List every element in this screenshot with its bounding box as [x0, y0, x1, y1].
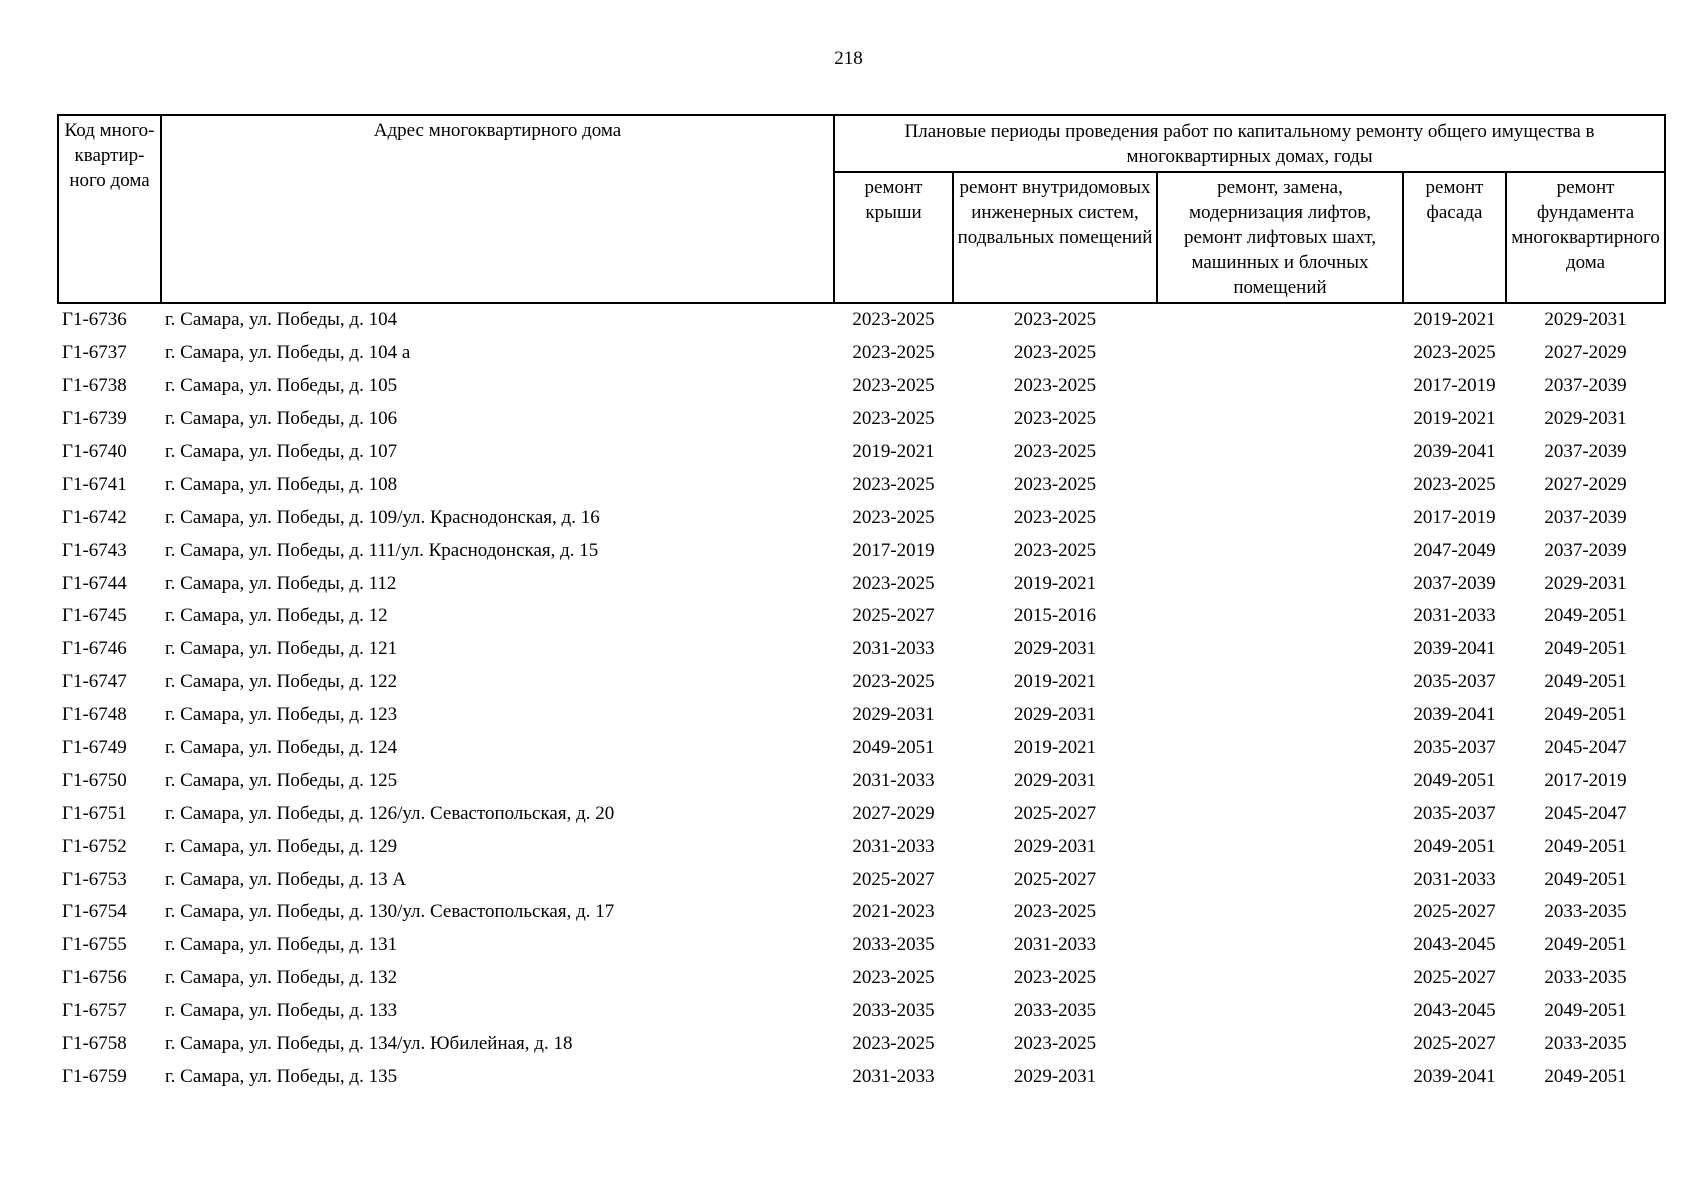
cell-code: Г1-6741 — [62, 473, 127, 495]
cell-roof: 2031-2033 — [852, 638, 935, 660]
cell-engineering: 2033-2035 — [1013, 1000, 1097, 1022]
cell-engineering: 2029-2031 — [1013, 638, 1097, 660]
cell-facade: 2025-2027 — [1413, 1033, 1496, 1055]
cell-roof: 2031-2033 — [852, 769, 935, 791]
cell-address: г. Самара, ул. Победы, д. 105 — [165, 375, 398, 397]
cell-engineering: 2015-2016 — [1013, 605, 1097, 627]
cell-foundation: 2045-2047 — [1544, 737, 1627, 759]
table-row — [58, 830, 1665, 863]
cell-facade: 2039-2041 — [1413, 704, 1496, 726]
cell-elevator — [1157, 337, 1403, 370]
cell-engineering: 2023-2025 — [1013, 408, 1097, 430]
cell-engineering: 2029-2031 — [1013, 835, 1097, 857]
cell-engineering: 2023-2025 — [1013, 342, 1097, 364]
cell-foundation: 2049-2051 — [1544, 704, 1627, 726]
cell-address: г. Самара, ул. Победы, д. 109/ул. Краснодонская, д. 16 — [165, 506, 600, 528]
cell-foundation: 2049-2051 — [1544, 638, 1627, 660]
table-row — [58, 1028, 1665, 1061]
cell-foundation: 2027-2029 — [1544, 473, 1627, 495]
cell-elevator — [1157, 403, 1403, 436]
cell-facade: 2023-2025 — [1413, 473, 1496, 495]
cell-roof: 2029-2031 — [852, 704, 935, 726]
cell-foundation: 2027-2029 — [1544, 342, 1627, 364]
table-row — [58, 666, 1665, 699]
cell-facade: 2037-2039 — [1413, 572, 1496, 594]
cell-elevator — [1157, 600, 1403, 633]
cell-elevator — [1157, 436, 1403, 469]
cell-roof: 2023-2025 — [852, 572, 935, 594]
cell-address: г. Самара, ул. Победы, д. 111/ул. Краснодонская, д. 15 — [165, 539, 599, 561]
cell-engineering: 2019-2021 — [1013, 671, 1097, 693]
cell-roof: 2023-2025 — [852, 473, 935, 495]
table-row — [58, 995, 1665, 1028]
cell-facade: 2031-2033 — [1413, 605, 1496, 627]
cell-code: Г1-6759 — [62, 1065, 127, 1087]
cell-code: Г1-6748 — [62, 704, 127, 726]
cell-facade: 2039-2041 — [1413, 638, 1496, 660]
cell-engineering: 2023-2025 — [1013, 967, 1097, 989]
cell-elevator — [1157, 534, 1403, 567]
cell-roof: 2033-2035 — [852, 1000, 935, 1022]
table-row — [58, 633, 1665, 666]
cell-code: Г1-6754 — [62, 901, 127, 923]
cell-roof: 2025-2027 — [852, 605, 935, 627]
cell-address: г. Самара, ул. Победы, д. 129 — [165, 835, 398, 857]
cell-roof: 2023-2025 — [852, 967, 935, 989]
cell-foundation: 2033-2035 — [1544, 967, 1627, 989]
cell-engineering: 2023-2025 — [1013, 473, 1097, 495]
table-row — [58, 863, 1665, 896]
cell-roof: 2023-2025 — [852, 408, 935, 430]
header-address: Адрес многоквартирного дома — [161, 115, 834, 303]
cell-foundation: 2033-2035 — [1544, 901, 1627, 923]
cell-roof: 2031-2033 — [852, 835, 935, 857]
cell-foundation: 2037-2039 — [1544, 375, 1627, 397]
cell-foundation: 2037-2039 — [1544, 441, 1627, 462]
cell-roof: 2025-2027 — [852, 868, 935, 890]
cell-foundation: 2049-2051 — [1544, 934, 1627, 956]
cell-address: г. Самара, ул. Победы, д. 104 — [165, 309, 398, 331]
cell-foundation: 2037-2039 — [1544, 506, 1627, 528]
table-row — [58, 534, 1665, 567]
table-header — [58, 115, 1665, 303]
cell-facade: 2019-2021 — [1413, 309, 1496, 331]
table-row — [58, 764, 1665, 797]
cell-foundation: 2049-2051 — [1544, 835, 1627, 857]
cell-foundation: 2049-2051 — [1544, 1065, 1627, 1087]
cell-code: Г1-6750 — [62, 769, 127, 791]
cell-address: г. Самара, ул. Победы, д. 107 — [165, 441, 398, 462]
cell-facade: 2043-2045 — [1413, 1000, 1496, 1022]
cell-engineering: 2029-2031 — [1013, 1065, 1097, 1087]
cell-address: г. Самара, ул. Победы, д. 135 — [165, 1065, 398, 1087]
table-row — [58, 403, 1665, 436]
cell-code: Г1-6739 — [62, 408, 127, 430]
table-row — [58, 501, 1665, 534]
cell-facade: 2025-2027 — [1413, 967, 1496, 989]
cell-address: г. Самара, ул. Победы, д. 13 А — [165, 868, 407, 890]
cell-address: г. Самара, ул. Победы, д. 124 — [165, 737, 398, 759]
header-group — [834, 115, 1665, 172]
header-code: Код много-квартир-ного дома — [58, 115, 161, 303]
cell-foundation: 2017-2019 — [1544, 769, 1627, 791]
cell-foundation: 2033-2035 — [1544, 1033, 1627, 1055]
cell-engineering: 2019-2021 — [1013, 737, 1097, 759]
cell-engineering: 2023-2025 — [1013, 441, 1097, 462]
cell-engineering: 2029-2031 — [1013, 704, 1097, 726]
cell-elevator — [1157, 732, 1403, 765]
cell-facade: 2035-2037 — [1413, 737, 1496, 759]
table-row — [58, 929, 1665, 962]
table-row — [58, 962, 1665, 995]
table-row — [58, 468, 1665, 501]
cell-code: Г1-6746 — [62, 638, 127, 660]
cell-elevator — [1157, 699, 1403, 732]
cell-code: Г1-6749 — [62, 737, 127, 759]
cell-code: Г1-6756 — [62, 967, 127, 989]
cell-facade: 2047-2049 — [1413, 539, 1496, 561]
cell-code: Г1-6743 — [62, 539, 127, 561]
cell-facade: 2035-2037 — [1413, 671, 1496, 693]
cell-roof: 2023-2025 — [852, 1033, 935, 1055]
cell-roof: 2031-2033 — [852, 1065, 935, 1087]
cell-engineering: 2023-2025 — [1013, 506, 1097, 528]
cell-address: г. Самара, ул. Победы, д. 132 — [165, 967, 398, 989]
cell-engineering: 2029-2031 — [1013, 769, 1097, 791]
cell-elevator — [1157, 370, 1403, 403]
cell-code: Г1-6747 — [62, 671, 127, 693]
cell-facade: 2049-2051 — [1413, 835, 1496, 857]
cell-elevator — [1157, 666, 1403, 699]
cell-facade: 2025-2027 — [1413, 901, 1496, 923]
table-row — [58, 1060, 1665, 1093]
table-row — [58, 600, 1665, 633]
cell-elevator — [1157, 764, 1403, 797]
cell-roof: 2017-2019 — [852, 539, 935, 561]
cell-facade: 2039-2041 — [1413, 441, 1496, 462]
cell-address: г. Самара, ул. Победы, д. 133 — [165, 1000, 398, 1022]
cell-elevator — [1157, 797, 1403, 830]
cell-code: Г1-6745 — [62, 605, 127, 627]
cell-code: Г1-6757 — [62, 1000, 127, 1022]
cell-code: Г1-6738 — [62, 375, 127, 397]
cell-address: г. Самара, ул. Победы, д. 134/ул. Юбилейная, д. 18 — [165, 1033, 573, 1055]
cell-engineering: 2023-2025 — [1013, 309, 1097, 331]
table-body — [58, 303, 1665, 1093]
cell-code: Г1-6737 — [62, 342, 127, 364]
cell-roof: 2023-2025 — [852, 375, 935, 397]
cell-roof: 2023-2025 — [852, 671, 935, 693]
cell-roof: 2023-2025 — [852, 506, 935, 528]
cell-elevator — [1157, 501, 1403, 534]
cell-elevator — [1157, 468, 1403, 501]
cell-foundation: 2049-2051 — [1544, 1000, 1627, 1022]
cell-code: Г1-6753 — [62, 868, 127, 890]
cell-roof: 2049-2051 — [852, 737, 935, 759]
header-roof: ремонт крыши — [834, 172, 953, 303]
cell-elevator — [1157, 1028, 1403, 1061]
cell-foundation: 2045-2047 — [1544, 802, 1627, 824]
cell-elevator — [1157, 567, 1403, 600]
cell-address: г. Самара, ул. Победы, д. 131 — [165, 934, 398, 956]
cell-address: г. Самара, ул. Победы, д. 104 а — [165, 342, 411, 364]
header-facade: ремонт фасада — [1403, 172, 1506, 303]
cell-foundation: 2049-2051 — [1544, 671, 1627, 693]
cell-roof: 2023-2025 — [852, 309, 935, 331]
cell-facade: 2019-2021 — [1413, 408, 1496, 430]
cell-address: г. Самара, ул. Победы, д. 123 — [165, 704, 398, 726]
cell-code: Г1-6751 — [62, 802, 127, 824]
header-elevator: ремонт, замена, модернизация лифтов, ремонт лифтовых шахт, машинных и блочных помещений — [1157, 172, 1403, 303]
cell-code: Г1-6752 — [62, 835, 127, 857]
table-row — [58, 567, 1665, 600]
header-engineering: ремонт внутридомовых инженерных систем, подвальных помещений — [953, 172, 1157, 303]
table-row — [58, 436, 1665, 469]
cell-engineering: 2025-2027 — [1013, 802, 1097, 824]
header-foundation: ремонт фундамента многоквартирного дома — [1506, 172, 1665, 303]
table-row — [58, 896, 1665, 929]
repair-schedule-table — [57, 114, 1666, 1093]
cell-code: Г1-6744 — [62, 572, 127, 594]
cell-facade: 2031-2033 — [1413, 868, 1496, 890]
page-number: 218 — [834, 48, 863, 69]
cell-code: Г1-6736 — [62, 309, 127, 331]
cell-roof: 2027-2029 — [852, 802, 935, 824]
cell-roof: 2021-2023 — [852, 901, 935, 923]
cell-roof: 2023-2025 — [852, 342, 935, 364]
cell-roof: 2019-2021 — [852, 441, 935, 462]
cell-elevator — [1157, 303, 1403, 337]
table-row — [58, 797, 1665, 830]
table-row — [58, 370, 1665, 403]
cell-engineering: 2019-2021 — [1013, 572, 1097, 594]
cell-elevator — [1157, 896, 1403, 929]
cell-facade: 2043-2045 — [1413, 934, 1496, 956]
cell-address: г. Самара, ул. Победы, д. 125 — [165, 769, 398, 791]
cell-engineering: 2031-2033 — [1013, 934, 1097, 956]
cell-foundation: 2037-2039 — [1544, 539, 1627, 561]
cell-facade: 2035-2037 — [1413, 802, 1496, 824]
cell-code: Г1-6755 — [62, 934, 127, 956]
cell-foundation: 2029-2031 — [1544, 408, 1627, 430]
cell-engineering: 2023-2025 — [1013, 539, 1097, 561]
table-row — [58, 303, 1665, 337]
cell-foundation: 2029-2031 — [1544, 572, 1627, 594]
table-row — [58, 732, 1665, 765]
cell-engineering: 2023-2025 — [1013, 1033, 1097, 1055]
cell-elevator — [1157, 929, 1403, 962]
cell-code: Г1-6758 — [62, 1033, 127, 1055]
header-group-label: Плановые периоды проведения работ по капитальному ремонту общего имущества в многоквартирных домах, годы — [904, 121, 1595, 167]
cell-engineering: 2023-2025 — [1013, 375, 1097, 397]
cell-foundation: 2049-2051 — [1544, 605, 1627, 627]
cell-roof: 2033-2035 — [852, 934, 935, 956]
cell-code: Г1-6740 — [62, 441, 127, 462]
cell-facade: 2049-2051 — [1413, 769, 1496, 791]
cell-address: г. Самара, ул. Победы, д. 126/ул. Севастопольская, д. 20 — [165, 802, 615, 824]
cell-facade: 2017-2019 — [1413, 506, 1496, 528]
cell-foundation: 2029-2031 — [1544, 309, 1627, 331]
cell-address: г. Самара, ул. Победы, д. 112 — [165, 572, 397, 594]
cell-elevator — [1157, 1060, 1403, 1093]
cell-address: г. Самара, ул. Победы, д. 106 — [165, 408, 398, 430]
cell-elevator — [1157, 863, 1403, 896]
cell-facade: 2023-2025 — [1413, 342, 1496, 364]
cell-address: г. Самара, ул. Победы, д. 121 — [165, 638, 398, 660]
cell-code: Г1-6742 — [62, 506, 127, 528]
cell-foundation: 2049-2051 — [1544, 868, 1627, 890]
cell-elevator — [1157, 830, 1403, 863]
cell-address: г. Самара, ул. Победы, д. 108 — [165, 473, 398, 495]
cell-elevator — [1157, 962, 1403, 995]
cell-address: г. Самара, ул. Победы, д. 12 — [165, 605, 388, 627]
cell-elevator — [1157, 995, 1403, 1028]
cell-address: г. Самара, ул. Победы, д. 130/ул. Севастопольская, д. 17 — [165, 901, 615, 923]
cell-engineering: 2023-2025 — [1013, 901, 1097, 923]
cell-elevator — [1157, 633, 1403, 666]
table-row — [58, 699, 1665, 732]
table-row — [58, 337, 1665, 370]
cell-engineering: 2025-2027 — [1013, 868, 1097, 890]
cell-address: г. Самара, ул. Победы, д. 122 — [165, 671, 398, 693]
cell-facade: 2017-2019 — [1413, 375, 1496, 397]
cell-facade: 2039-2041 — [1413, 1065, 1496, 1087]
